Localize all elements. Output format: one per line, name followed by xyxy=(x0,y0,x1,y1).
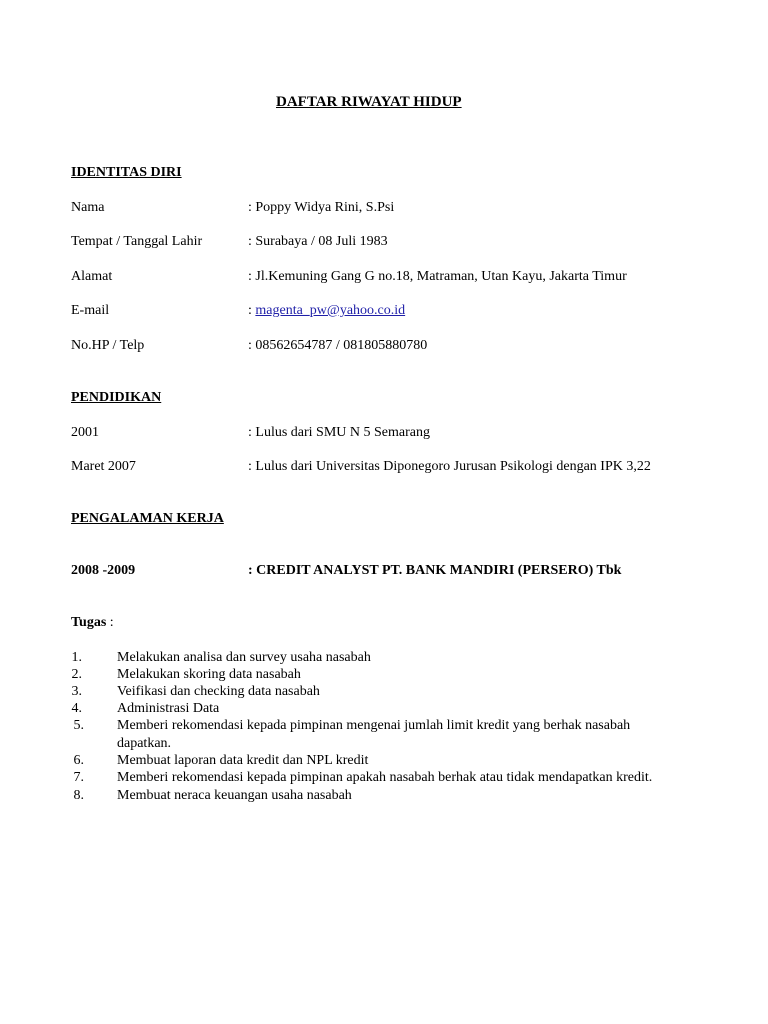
education-value-2007: : Lulus dari Universitas Diponegoro Jurusan Psikologi dengan IPK 3,22 xyxy=(248,459,651,474)
phone-value: : 08562654787 / 081805880780 xyxy=(248,338,428,353)
task-number: 3. xyxy=(71,684,82,699)
experience-heading: PENGALAMAN KERJA xyxy=(71,511,224,526)
tasks-label: Tugas xyxy=(71,615,107,630)
task-number: 4. xyxy=(71,701,82,716)
task-item-continuation: dapatkan. xyxy=(117,736,172,751)
task-number: 8. xyxy=(73,788,84,803)
email-label: E-mail xyxy=(71,303,110,318)
task-number: 1. xyxy=(71,650,82,665)
email-row xyxy=(248,303,405,319)
task-item: Membuat laporan data kredit dan NPL kredit xyxy=(117,753,369,768)
address-value: : Jl.Kemuning Gang G no.18, Matraman, Utan Kayu, Jakarta Timur xyxy=(248,269,627,284)
education-year-2001: 2001 xyxy=(71,425,99,440)
education-heading: PENDIDIKAN xyxy=(71,390,162,405)
name-value: : Poppy Widya Rini, S.Psi xyxy=(248,200,395,215)
task-item: Melakukan skoring data nasabah xyxy=(117,667,301,682)
tasks-colon: : xyxy=(106,615,114,630)
task-number: 2. xyxy=(71,667,82,682)
task-item: Administrasi Data xyxy=(117,701,220,716)
task-item: Memberi rekomendasi kepada pimpinan mengenai jumlah limit kredit yang berhak nasabah xyxy=(117,718,631,733)
birth-value: : Surabaya / 08 Juli 1983 xyxy=(248,234,388,249)
task-item: Membuat neraca keuangan usaha nasabah xyxy=(117,788,352,803)
name-label: Nama xyxy=(71,200,105,215)
education-year-2007: Maret 2007 xyxy=(71,459,136,474)
address-label: Alamat xyxy=(71,269,113,284)
task-number: 5. xyxy=(73,718,84,733)
experience-position: : CREDIT ANALYST PT. BANK MANDIRI (PERSERO) Tbk xyxy=(248,563,622,578)
phone-label: No.HP / Telp xyxy=(71,338,145,353)
education-value-2001: : Lulus dari SMU N 5 Semarang xyxy=(248,425,430,440)
task-item: Memberi rekomendasi kepada pimpinan apakah nasabah berhak atau tidak mendapatkan kredit. xyxy=(117,770,653,785)
task-number: 6. xyxy=(73,753,84,768)
birth-label: Tempat / Tanggal Lahir xyxy=(71,234,203,249)
task-item: Melakukan analisa dan survey usaha nasabah xyxy=(117,650,371,665)
identity-heading: IDENTITAS DIRI xyxy=(71,165,182,180)
tasks-heading xyxy=(71,615,114,631)
task-item: Veifikasi dan checking data nasabah xyxy=(117,684,320,699)
experience-period: 2008 -2009 xyxy=(71,563,136,578)
task-number: 7. xyxy=(73,770,84,785)
document-title: DAFTAR RIWAYAT HIDUP xyxy=(276,94,462,110)
email-link[interactable]: magenta_pw@yahoo.co.id xyxy=(255,303,406,318)
email-colon: : xyxy=(248,303,256,318)
